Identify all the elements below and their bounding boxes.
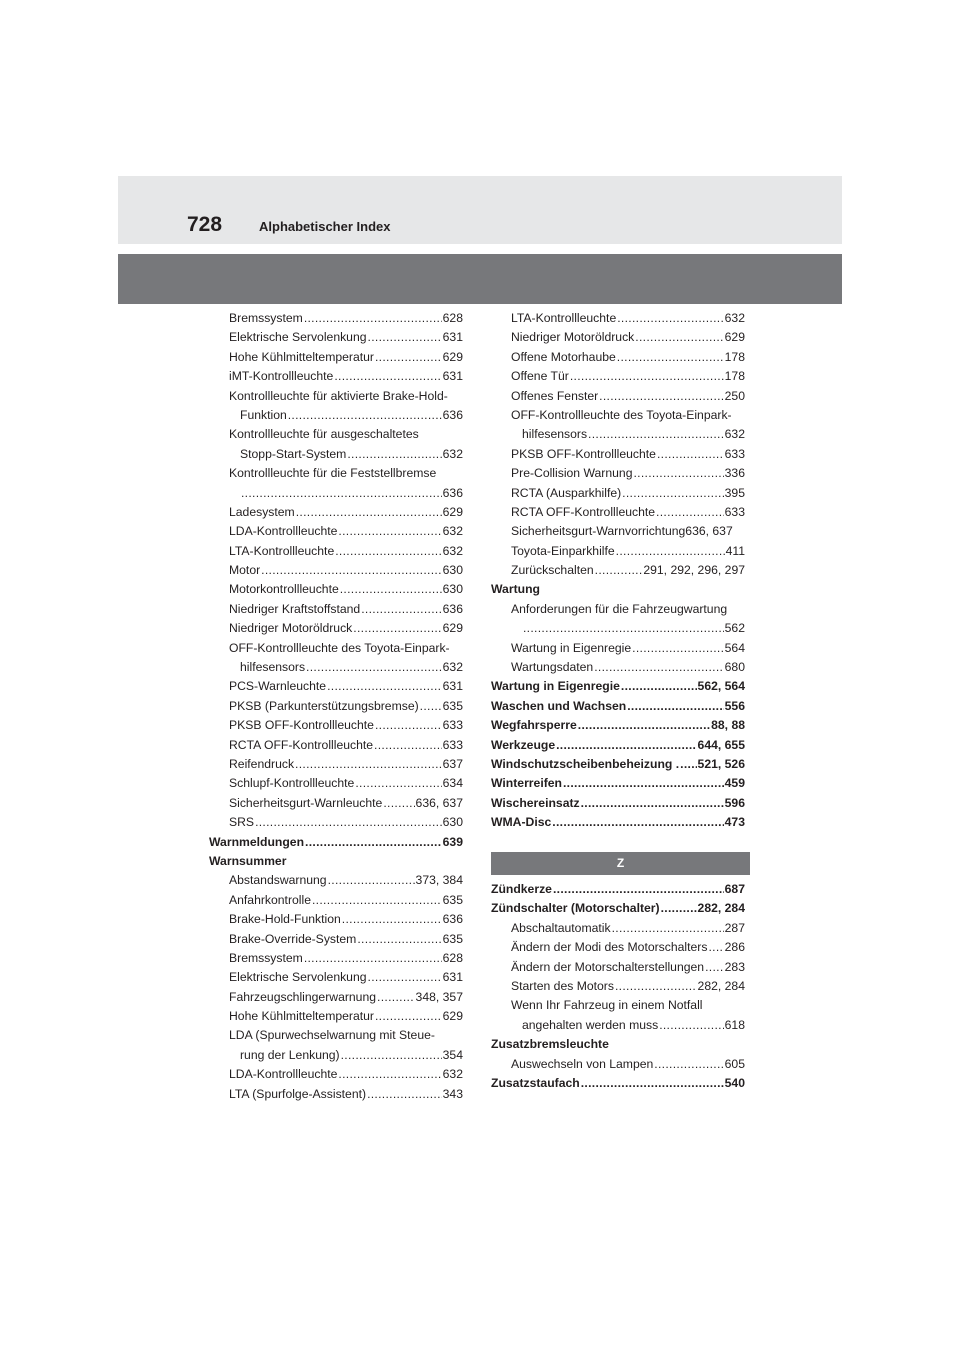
entry-label: Zündschalter (Motorschalter) [491, 901, 660, 916]
entry-label: Ladesystem [229, 504, 295, 519]
index-sub-entry [209, 619, 463, 638]
entry-page-reference[interactable]: 287 [724, 920, 745, 935]
entry-page-reference[interactable]: 636 [442, 912, 463, 927]
index-sub-entry [209, 464, 463, 483]
entry-page-reference[interactable]: 282, 284 [697, 901, 745, 916]
entry-label: Wartung in Eigenregie [491, 679, 620, 694]
entry-page-reference[interactable]: 629 [442, 621, 463, 636]
entry-page-reference[interactable]: 635 [442, 931, 463, 946]
dot-leader [578, 716, 710, 735]
dot-leader [708, 938, 723, 957]
entry-page-reference[interactable]: 633 [724, 504, 745, 519]
entry-page-reference[interactable]: 348, 357 [415, 989, 463, 1004]
entry-page-reference[interactable]: 629 [442, 1009, 463, 1024]
entry-label: Reifendruck [229, 756, 295, 771]
entry-label: Hohe Kühlmitteltemperatur [229, 349, 374, 364]
dot-leader [328, 871, 415, 890]
index-main-entry [491, 677, 745, 696]
dot-leader [368, 968, 442, 987]
entry-page-reference[interactable]: 635 [442, 698, 463, 713]
dot-leader [312, 891, 442, 910]
entry-label: Abstandswarnung [229, 873, 327, 888]
entry-page-reference[interactable]: 631 [442, 970, 463, 985]
index-sub-entry [209, 425, 463, 444]
dot-leader [705, 958, 724, 977]
entry-label: Werkzeuge [491, 737, 556, 752]
entry-page-reference[interactable]: 632 [442, 660, 463, 675]
dot-leader [594, 658, 723, 677]
index-main-entry [491, 736, 745, 755]
dot-leader [338, 1065, 441, 1084]
entry-page-reference[interactable]: 521, 526 [697, 756, 745, 771]
dot-leader [241, 484, 442, 503]
dot-leader [327, 677, 442, 696]
dot-leader [635, 328, 723, 347]
index-sub-entry [491, 348, 745, 367]
dot-leader [599, 387, 723, 406]
dot-leader [617, 309, 723, 328]
entry-label: Zurückschalten [511, 563, 594, 578]
entry-page-reference[interactable]: 411 [725, 543, 745, 558]
entry-page-reference[interactable]: 178 [724, 369, 745, 384]
entry-page-reference[interactable]: 632 [724, 311, 745, 325]
dot-leader [563, 774, 724, 793]
header-dark-band [118, 254, 842, 304]
index-sub-entry [491, 658, 745, 677]
dot-leader [335, 542, 441, 561]
entry-label: LDA-Kontrollleuchte [229, 524, 338, 539]
dot-leader [552, 813, 723, 832]
index-sub-entry [209, 484, 463, 503]
dot-leader [523, 619, 724, 638]
entry-label: Wartung [491, 582, 540, 597]
entry-label: Kontrollleuchte für die Feststellbremse [229, 466, 437, 481]
entry-label: Kontrollleuchte für ausgeschaltetes [229, 427, 419, 442]
entry-page-reference[interactable]: 283 [724, 959, 745, 974]
dot-leader [304, 309, 442, 328]
entry-page-reference[interactable]: 630 [442, 563, 463, 578]
entry-page-reference[interactable]: 630 [442, 582, 463, 597]
index-sub-entry [491, 977, 745, 996]
dot-leader [355, 774, 441, 793]
index-sub-entry [491, 522, 745, 541]
entry-page-reference[interactable]: 286 [724, 940, 745, 955]
entry-label: Motorkontrollleuchte [229, 582, 339, 597]
dot-leader [306, 658, 442, 677]
entry-page-reference[interactable]: 354 [442, 1047, 463, 1062]
index-sub-entry [209, 736, 463, 755]
index-sub-entry [491, 464, 745, 483]
entry-page-reference[interactable]: 562, 564 [697, 679, 745, 694]
index-sub-entry [209, 503, 463, 522]
entry-page-reference[interactable]: 540 [724, 1075, 745, 1090]
dot-leader [361, 600, 441, 619]
entry-label: Warnmeldungen [209, 834, 305, 849]
entry-label: Zündkerze [491, 882, 552, 896]
entry-page-reference[interactable]: 88, 88 [711, 718, 745, 733]
dot-leader [296, 503, 442, 522]
entry-label: WMA-Disc [491, 815, 552, 830]
dot-leader [581, 794, 724, 813]
entry-label: Motor [229, 563, 261, 578]
entry-page-reference[interactable]: 631 [442, 330, 463, 345]
entry-label: Waschen und Wachsen [491, 698, 627, 713]
index-column-right-upper [491, 309, 745, 833]
entry-label: Niedriger Motoröldruck [229, 621, 353, 636]
entry-page-reference[interactable]: 459 [724, 776, 745, 791]
entry-label: Abschaltautomatik [511, 920, 611, 935]
dot-leader [616, 542, 725, 561]
entry-label: SRS [229, 815, 255, 830]
index-main-entry [491, 899, 745, 918]
entry-label: Ändern der Modi des Motorschalters [511, 940, 708, 955]
index-main-entry [491, 580, 745, 599]
dot-leader [383, 794, 414, 813]
dot-leader [581, 1074, 724, 1093]
entry-label: Wischereinsatz [491, 795, 580, 810]
index-sub-entry [209, 580, 463, 599]
entry-label: Starten des Motors [511, 978, 614, 993]
entry-label: RCTA (Ausparkhilfe) [511, 485, 622, 500]
index-main-entry [209, 852, 463, 871]
entry-page-reference[interactable]: 282, 284 [697, 978, 745, 993]
index-sub-entry [209, 445, 463, 464]
dot-leader [305, 833, 442, 852]
dot-leader [588, 425, 724, 444]
index-sub-entry [491, 600, 745, 619]
index-sub-entry [209, 639, 463, 658]
index-column-left [209, 309, 463, 1104]
entry-label: Toyota-Einparkhilfe [511, 543, 615, 558]
dot-leader [661, 899, 697, 918]
entry-label: Windschutzscheibenbeheizung . [491, 756, 680, 771]
entry-label: hilfesensors [240, 660, 306, 675]
entry-label: Hohe Kühlmitteltemperatur [229, 1009, 374, 1024]
entry-page-reference[interactable]: 562 [724, 621, 745, 636]
entry-label: Ändern der Motorschalterstellungen [511, 959, 705, 974]
index-sub-entry [491, 445, 745, 464]
entry-page-reference[interactable]: 395 [724, 485, 745, 500]
dot-leader [612, 919, 724, 938]
entry-label: Offenes Fenster [511, 388, 599, 403]
dot-leader [680, 755, 696, 774]
index-sub-entry [209, 328, 463, 347]
dot-leader [338, 522, 441, 541]
entry-page-reference[interactable]: 291, 292, 296, 297 [643, 563, 745, 578]
index-sub-entry [209, 716, 463, 735]
dot-leader [255, 813, 442, 832]
index-main-entry [491, 880, 745, 899]
entry-label: Sicherheitsgurt-Warnvorrichtung636, 637 [511, 524, 733, 539]
index-sub-entry [209, 1046, 463, 1065]
dot-leader [375, 348, 442, 367]
entry-label: RCTA OFF-Kontrollleuchte [229, 737, 374, 752]
entry-page-reference[interactable]: 632 [442, 543, 463, 558]
entry-label: Funktion [240, 407, 287, 422]
dot-leader [347, 445, 441, 464]
dot-leader [342, 910, 442, 929]
entry-page-reference[interactable]: 628 [442, 311, 463, 325]
entry-label: Anfahrkontrolle [229, 892, 311, 907]
entry-page-reference[interactable]: 336 [724, 466, 745, 481]
dot-leader [627, 697, 723, 716]
entry-label: Brake-Hold-Funktion [229, 912, 341, 927]
index-column-right-lower [491, 880, 745, 1093]
entry-page-reference[interactable]: 629 [442, 349, 463, 364]
index-sub-entry [209, 871, 463, 890]
dot-leader [556, 736, 696, 755]
entry-page-reference[interactable]: 633 [724, 446, 745, 461]
header-band [118, 176, 842, 244]
dot-leader [288, 406, 442, 425]
entry-label: Elektrische Servolenkung [229, 970, 367, 985]
entry-label: Stopp-Start-System [240, 446, 347, 461]
section-letter-z: Z [491, 852, 750, 875]
index-sub-entry [491, 367, 745, 386]
dot-leader [570, 367, 724, 386]
entry-label: angehalten werden muss [522, 1017, 659, 1032]
entry-label: LTA-Kontrollleuchte [511, 311, 617, 325]
index-sub-entry [209, 930, 463, 949]
entry-label: Bremssystem [229, 950, 303, 965]
dot-leader [595, 561, 643, 580]
dot-leader [654, 1055, 723, 1074]
index-sub-entry [209, 697, 463, 716]
entry-label: OFF-Kontrollleuchte des Toyota-Einpark- [511, 407, 732, 422]
entry-label: Wegfahrsperre [491, 718, 577, 733]
entry-page-reference[interactable]: 343 [442, 1086, 463, 1101]
dot-leader [340, 580, 442, 599]
index-sub-entry [209, 1085, 463, 1104]
dot-leader [553, 880, 724, 899]
index-sub-entry [491, 542, 745, 561]
entry-page-reference[interactable]: 605 [724, 1056, 745, 1071]
entry-page-reference[interactable]: 373, 384 [415, 873, 463, 888]
dot-leader [357, 930, 441, 949]
entry-label: Wenn Ihr Fahrzeug in einem Notfall [511, 998, 703, 1013]
index-sub-entry [491, 328, 745, 347]
entry-page-reference[interactable]: 636 [442, 407, 463, 422]
entry-label: rung der Lenkung) [240, 1047, 340, 1062]
dot-leader [656, 503, 724, 522]
entry-label: Wartung in Eigenregie [511, 640, 632, 655]
entry-page-reference[interactable]: 687 [724, 882, 745, 896]
index-sub-entry [209, 988, 463, 1007]
entry-page-reference[interactable]: 635 [442, 892, 463, 907]
index-sub-entry [209, 813, 463, 832]
dot-leader [261, 561, 442, 580]
entry-label: OFF-Kontrollleuchte des Toyota-Einpark- [229, 640, 450, 655]
index-main-entry [491, 697, 745, 716]
entry-label: Warnsummer [209, 853, 287, 868]
entry-label: Niedriger Motoröldruck [511, 330, 635, 345]
entry-page-reference[interactable]: 632 [442, 1067, 463, 1082]
entry-label: Offene Motorhaube [511, 349, 616, 364]
index-sub-entry [209, 1026, 463, 1045]
entry-page-reference[interactable]: 637 [442, 756, 463, 771]
index-sub-entry [491, 425, 745, 444]
index-sub-entry [209, 677, 463, 696]
entry-page-reference[interactable]: 629 [724, 330, 745, 345]
entry-label: iMT-Kontrollleuchte [229, 369, 334, 384]
index-sub-entry [209, 910, 463, 929]
entry-label: Elektrische Servolenkung [229, 330, 367, 345]
entry-page-reference[interactable]: 629 [442, 504, 463, 519]
index-sub-entry [491, 503, 745, 522]
entry-page-reference[interactable]: 632 [442, 446, 463, 461]
dot-leader [353, 619, 441, 638]
index-sub-entry [491, 639, 745, 658]
dot-leader [374, 736, 442, 755]
dot-leader [367, 1085, 442, 1104]
index-sub-entry [491, 1016, 745, 1035]
entry-page-reference[interactable]: 178 [724, 349, 745, 364]
index-sub-entry [209, 1007, 463, 1026]
page-number: 728 [187, 213, 223, 236]
index-main-entry [491, 1035, 745, 1054]
index-sub-entry [491, 561, 745, 580]
index-sub-entry [209, 774, 463, 793]
index-sub-entry [209, 387, 463, 406]
entry-label: Offene Tür [511, 369, 569, 384]
entry-page-reference[interactable]: 634 [442, 776, 463, 791]
entry-label: Bremssystem [229, 311, 303, 325]
dot-leader [375, 1007, 442, 1026]
index-sub-entry [209, 794, 463, 813]
index-sub-entry [491, 938, 745, 957]
index-main-entry [209, 833, 463, 852]
dot-leader [295, 755, 442, 774]
index-sub-entry [491, 309, 745, 328]
index-sub-entry [209, 891, 463, 910]
index-sub-entry [491, 996, 745, 1015]
dot-leader [617, 348, 724, 367]
entry-label: Fahrzeugschlingerwarnung [229, 989, 377, 1004]
dot-leader [420, 697, 442, 716]
index-sub-entry [209, 755, 463, 774]
entry-label: PCS-Warnleuchte [229, 679, 327, 694]
dot-leader [615, 977, 697, 996]
entry-page-reference[interactable]: 628 [442, 950, 463, 965]
entry-label: Zusatzbremsleuchte [491, 1037, 609, 1052]
index-sub-entry [209, 968, 463, 987]
entry-page-reference[interactable]: 680 [724, 660, 745, 675]
index-sub-entry [491, 958, 745, 977]
entry-label: PKSB (Parkunterstützungsbremse) [229, 698, 419, 713]
entry-label: Pre-Collision Warnung [511, 466, 633, 481]
index-main-entry [491, 1074, 745, 1093]
index-main-entry [491, 755, 745, 774]
entry-label: Schlupf-Kontrollleuchte [229, 776, 355, 791]
index-sub-entry [209, 600, 463, 619]
entry-page-reference[interactable]: 630 [442, 815, 463, 830]
entry-page-reference[interactable]: 636 [442, 485, 463, 500]
entry-page-reference[interactable]: 250 [724, 388, 745, 403]
entry-label: PKSB OFF-Kontrollleuchte [511, 446, 656, 461]
dot-leader [334, 367, 441, 386]
index-main-entry [491, 813, 745, 832]
index-sub-entry [209, 561, 463, 580]
entry-page-reference[interactable]: 633 [442, 737, 463, 752]
dot-leader [368, 328, 442, 347]
entry-label: PKSB OFF-Kontrollleuchte [229, 718, 374, 733]
entry-label: hilfesensors [522, 427, 588, 442]
entry-label: Wartungsdaten [511, 660, 594, 675]
section-title: Alphabetischer Index [259, 219, 391, 234]
entry-label: Sicherheitsgurt-Warnleuchte [229, 795, 383, 810]
index-sub-entry [209, 406, 463, 425]
dot-leader [375, 716, 442, 735]
entry-page-reference[interactable]: 473 [724, 815, 745, 830]
index-main-entry [491, 794, 745, 813]
index-sub-entry [491, 484, 745, 503]
entry-label: Auswechseln von Lampen [511, 1056, 654, 1071]
entry-page-reference[interactable]: 596 [724, 795, 745, 810]
index-sub-entry [491, 919, 745, 938]
entry-page-reference[interactable]: 631 [442, 679, 463, 694]
index-sub-entry [209, 949, 463, 968]
entry-label: Brake-Override-System [229, 931, 357, 946]
index-main-entry [491, 716, 745, 735]
index-sub-entry [491, 387, 745, 406]
dot-leader [659, 1016, 723, 1035]
entry-page-reference[interactable]: 632 [724, 427, 745, 442]
dot-leader [622, 484, 723, 503]
entry-label: LDA (Spurwechselwarnung mit Steue- [229, 1028, 435, 1043]
entry-page-reference[interactable]: 631 [442, 369, 463, 384]
index-sub-entry [209, 1065, 463, 1084]
entry-page-reference[interactable]: 644, 655 [697, 737, 745, 752]
dot-leader [377, 988, 415, 1007]
entry-label: LTA (Spurfolge-Assistent) [229, 1086, 367, 1101]
entry-page-reference[interactable]: 618 [724, 1017, 745, 1032]
index-sub-entry [209, 348, 463, 367]
index-sub-entry [209, 309, 463, 328]
entry-page-reference[interactable]: 632 [442, 524, 463, 539]
entry-label: Niedriger Kraftstoffstand [229, 601, 361, 616]
entry-label: LTA-Kontrollleuchte [229, 543, 335, 558]
entry-label: Zusatzstaufach [491, 1075, 580, 1090]
entry-page-reference[interactable]: 636 [442, 601, 463, 616]
index-sub-entry [209, 658, 463, 677]
entry-page-reference[interactable]: 556 [724, 698, 745, 713]
index-main-entry [491, 774, 745, 793]
index-sub-entry [491, 1055, 745, 1074]
entry-label: Kontrollleuchte für aktivierte Brake-Hold- [229, 388, 448, 403]
dot-leader [304, 949, 442, 968]
index-sub-entry [209, 542, 463, 561]
entry-label: LDA-Kontrollleuchte [229, 1067, 338, 1082]
dot-leader [621, 677, 697, 696]
index-sub-entry [491, 619, 745, 638]
index-sub-entry [209, 367, 463, 386]
dot-leader [657, 445, 724, 464]
entry-label: RCTA OFF-Kontrollleuchte [511, 504, 656, 519]
entry-page-reference[interactable]: 639 [442, 834, 463, 849]
index-sub-entry [209, 522, 463, 541]
entry-label: Anforderungen für die Fahrzeugwartung [511, 601, 728, 616]
entry-label: Winterreifen [491, 776, 562, 791]
dot-leader [632, 639, 724, 658]
entry-page-reference[interactable]: 636, 637 [415, 795, 463, 810]
dot-leader [633, 464, 723, 483]
entry-page-reference[interactable]: 564 [724, 640, 745, 655]
entry-page-reference[interactable]: 633 [442, 718, 463, 733]
dot-leader [341, 1046, 442, 1065]
index-sub-entry [491, 406, 745, 425]
